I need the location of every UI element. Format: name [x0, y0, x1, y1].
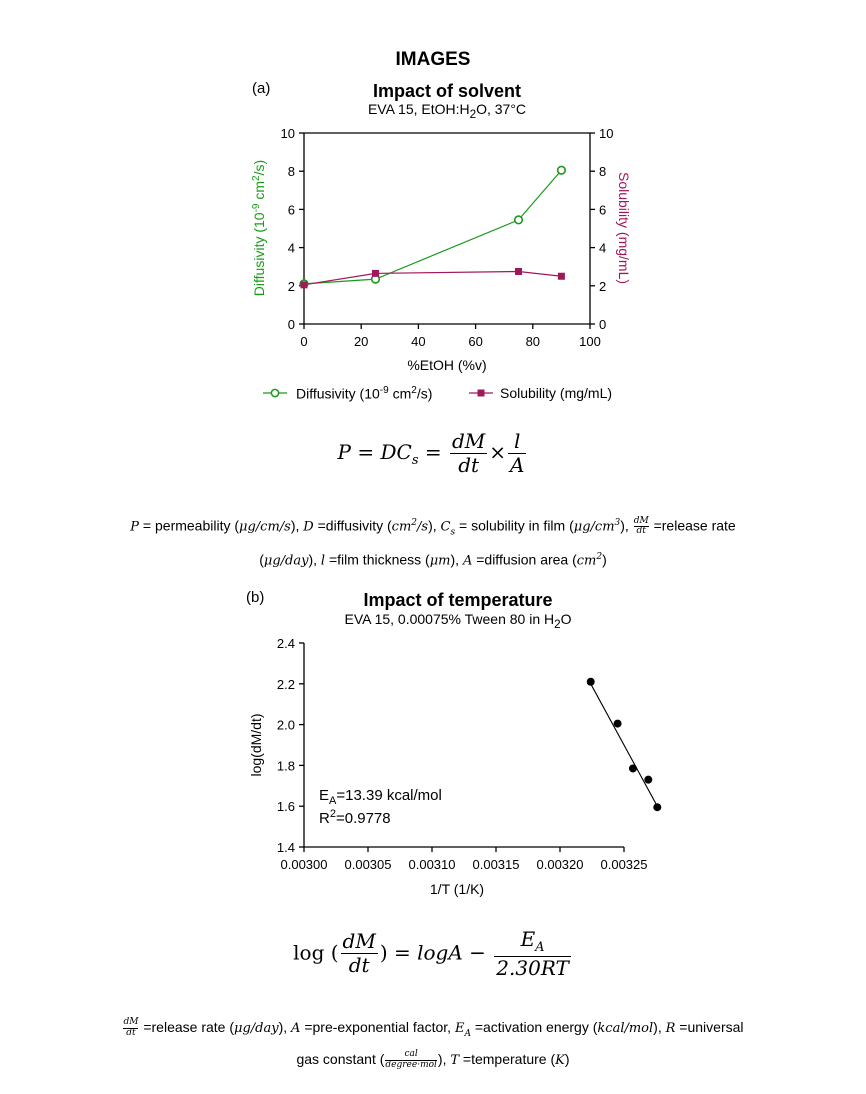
equation-arrhenius: log ( $\frac{dM}{dt}$ ) = logA − $\frac{E_A}{2.30RT}$ [293, 927, 569, 980]
chart-b-x-tick-label: 0.00305 [344, 857, 392, 872]
chart-b-title: Impact of temperature [363, 590, 553, 610]
chart-a-x-tick-label: 100 [579, 334, 601, 349]
chart-a-x-tick-label: 80 [525, 334, 541, 349]
chart-a-y2-tick-label: 8 [599, 164, 607, 180]
chart-b-y-tick-label: 2.2 [276, 676, 295, 692]
description-arrhenius: $\frac{dM}{dt}$ =release rate (μg/day), A =pre-exponential factor, $E_A$ =activation energy (kcal/mol), R =universal gas constant ( cal degree·mol ), T =temperature (K) [123, 1016, 744, 1070]
chart-a-y2-tick-label: 4 [599, 240, 607, 256]
chart-b-fit-line [591, 684, 658, 806]
chart-a-y-tick-label: 2 [287, 278, 295, 294]
chart-b-annotation-ea: $E_A=13.39$ kcal/mol [319, 787, 442, 807]
chart-b-point [644, 776, 652, 784]
chart-b-y-tick-label: 1.6 [276, 799, 295, 815]
chart-b-y-tick-label: 2.4 [276, 636, 295, 651]
page-title: IMAGES [395, 49, 471, 70]
description-permeability: P = permeability (μg/cm/s), D =diffusivity $(cm^2/s)$, $C_s$ = solubility in film $(\mu g/cm^3)$, $\frac{dM}{dt}$ =release rate (μg/day), l =film thickness (μm), A =diffusion area $(cm^2)$ [130, 515, 736, 570]
chart-a-x-tick-label: 0 [300, 334, 308, 349]
chart-b-point [587, 678, 595, 686]
chart-b-annotation-r2: $R^2=0.9778$ [319, 808, 391, 827]
panel-a-label: (a) [252, 80, 271, 97]
chart-a-xlabel: %EtOH (%v) [407, 357, 487, 373]
chart-b-x-tick-label: 0.00325 [600, 857, 648, 872]
chart-b-point [614, 720, 622, 728]
chart-b-ylabel: log(dM/dt) [248, 713, 264, 777]
chart-a-y-tick-label: 6 [287, 202, 295, 218]
chart-b-axes [277, 636, 648, 872]
chart-b-x-tick-label: 0.00310 [408, 857, 456, 872]
chart-a-title: Impact of solvent [372, 81, 522, 101]
chart-a-y-tick-label: 8 [287, 164, 295, 180]
legend-diffusivity-label: Diffusivity ($10^{-9}$ $cm^2/s$) [296, 385, 433, 402]
chart-a-y2-tick-label: 2 [599, 278, 607, 294]
chart-a-y2-tick-label: 0 [599, 317, 607, 332]
equation-permeability: $P = DC_s$ = $\frac{dM}{dt}$ × $\frac{l}{A}$ [337, 429, 525, 477]
chart-a-subtitle: EVA 15, $EtOH:H_2O$, 37°C [367, 101, 527, 121]
chart-a-x-tick-label: 60 [468, 334, 483, 349]
chart-b-xlabel: 1/T (1/K) [429, 881, 485, 897]
chart-b-x-tick-label: 0.00315 [472, 857, 520, 872]
chart-a-ylabel-left: Diffusivity ($10^{-9}$ $cm^2/s$) [251, 159, 267, 297]
chart-a-y-tick-label: 10 [280, 126, 295, 141]
chart-a-x-tick-label: 40 [411, 334, 426, 349]
panel-b-label: (b) [246, 589, 265, 606]
chart-b-subtitle: EVA 15, 0.00075% Tween 80 in $H_2O$ [344, 611, 572, 631]
legend-solubility-label: Solubility (mg/mL) [500, 385, 613, 401]
chart-a-y2-tick-label: 10 [599, 126, 614, 141]
chart-a-ylabel-right: Solubility (mg/mL) [616, 171, 632, 285]
chart-b-marks [587, 678, 662, 811]
chart-a-x-tick-label: 20 [353, 334, 369, 349]
chart-b-x-tick-label: 0.00320 [536, 857, 584, 872]
chart-a-y-tick-label: 0 [287, 317, 295, 332]
chart-b-x-tick-label: 0.00300 [280, 857, 328, 872]
chart-b-y-tick-label: 1.8 [276, 758, 295, 774]
chart-b-y-tick-label: 1.4 [276, 840, 295, 855]
chart-b-y-tick-label: 2.0 [276, 717, 295, 733]
chart-a-y-tick-label: 4 [287, 240, 295, 256]
chart-b-point [629, 764, 637, 772]
chart-b-point [653, 803, 661, 811]
chart-a-y2-tick-label: 6 [599, 202, 607, 218]
